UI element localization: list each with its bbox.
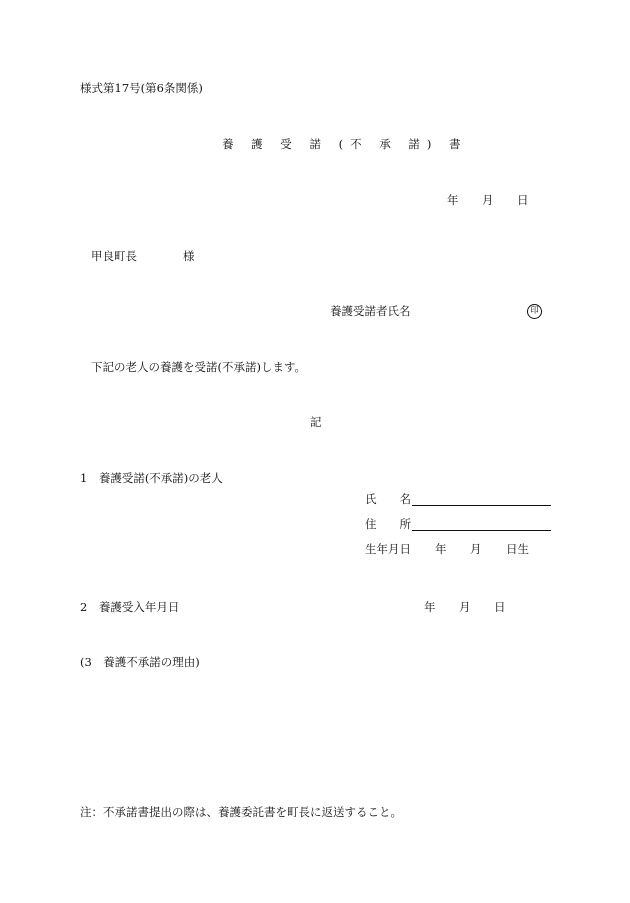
name-underline xyxy=(412,505,551,506)
address-underline xyxy=(412,530,551,531)
date-day: 日 xyxy=(517,193,529,207)
seal-mark xyxy=(527,304,542,319)
section-1-heading: 1 養護受諾(不承諾)の老人 xyxy=(80,471,223,485)
address-label: 住 所 xyxy=(365,517,411,531)
seal-icon: 印 xyxy=(527,304,542,319)
addressee-name: 甲良町長 xyxy=(91,249,137,263)
date-month: 月 xyxy=(482,193,494,207)
birth-day-suffix: 日生 xyxy=(506,542,529,556)
name-label: 氏 名 xyxy=(365,492,411,506)
birth-year: 年 xyxy=(435,542,447,556)
admission-month: 月 xyxy=(459,600,471,614)
admission-year: 年 xyxy=(424,600,436,614)
addressee-honorific: 様 xyxy=(183,249,195,263)
date-year: 年 xyxy=(447,193,459,207)
acceptor-label: 養護受諾者氏名 xyxy=(330,304,411,318)
birth-label: 生年月日 xyxy=(365,542,411,556)
birth-month: 月 xyxy=(470,542,482,556)
body-text: 下記の老人の養護を受諾(不承諾)します。 xyxy=(91,360,307,374)
section-3-heading: (3 養護不承諾の理由) xyxy=(80,655,200,669)
footnote: 注：不承諾書提出の際は、養護委託書を町長に返送すること。 xyxy=(80,805,402,819)
document-title: 養 護 受 諾 (不 承 諾) 書 xyxy=(222,137,468,151)
ki-heading: 記 xyxy=(310,415,322,429)
section-2-heading: 2 養護受入年月日 xyxy=(80,600,180,614)
admission-day: 日 xyxy=(494,600,506,614)
form-number: 様式第17号(第6条関係) xyxy=(80,81,203,95)
